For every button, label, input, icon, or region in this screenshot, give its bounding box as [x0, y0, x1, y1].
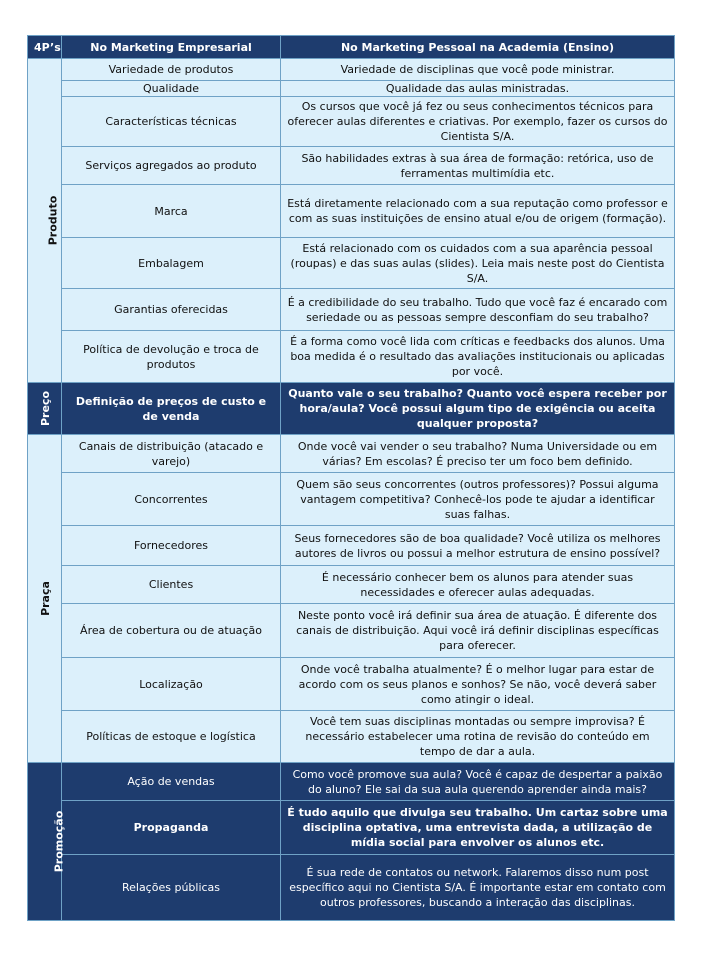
group-produto	[28, 59, 62, 383]
group-praca	[28, 435, 62, 763]
row-term: Variedade de produtos	[62, 59, 281, 81]
row-description: Você tem suas disciplinas montadas ou sempre improvisa? É necessário estabelecer uma rotina de revisão do conteúdo em tempo de dar a aula.	[281, 711, 675, 763]
row-term: Qualidade	[62, 81, 281, 97]
group-promocao	[28, 763, 66, 921]
row-description: Variedade de disciplinas que você pode ministrar.	[281, 59, 675, 81]
row-term: Canais de distribuição (atacado e varejo)	[62, 435, 281, 473]
table-row	[28, 331, 675, 383]
table-row	[28, 383, 675, 435]
row-description: É a credibilidade do seu trabalho. Tudo que você faz é encarado com seriedade ou as pessoas sempre desconfiam do seu trabalho?	[281, 289, 675, 331]
row-description: Como você promove sua aula? Você é capaz de despertar a paixão do aluno? Ele sai da sua aula querendo aprender ainda mais?	[281, 763, 675, 801]
table-row	[28, 59, 675, 81]
table-row	[28, 566, 675, 604]
row-term: Clientes	[62, 566, 281, 604]
row-term: Serviços agregados ao produto	[62, 147, 281, 185]
table-row	[28, 801, 675, 855]
row-description: Quem são seus concorrentes (outros professores)? Possui alguma vantagem competitiva? Conhecê-los pode te ajudar a identificar suas falhas.	[281, 473, 675, 526]
row-term: Área de cobertura ou de atuação	[62, 604, 281, 658]
row-term: Política de devolução e troca de produtos	[62, 331, 281, 383]
header-pessoal: No Marketing Pessoal na Academia (Ensino)	[281, 36, 675, 59]
row-description: Neste ponto você irá definir sua área de atuação. É diferente dos canais de distribuição. Aqui você irá definir disciplinas específicas para oferecer.	[281, 604, 675, 658]
table-row	[28, 473, 675, 526]
row-term: Ação de vendas	[62, 763, 281, 801]
table-row	[28, 855, 675, 921]
row-term: Embalagem	[62, 238, 281, 289]
table-row	[28, 289, 675, 331]
table-row	[28, 711, 675, 763]
group-label-promocao: Promoção	[52, 810, 66, 873]
table-row	[28, 81, 675, 97]
table-row	[28, 185, 675, 238]
row-description: É tudo aquilo que divulga seu trabalho. Um cartaz sobre uma disciplina optativa, uma entrevista dada, a utilização de mídia social para envolver os alunos etc.	[281, 801, 675, 855]
group-preco	[28, 383, 62, 435]
group-label-preco: Preço	[39, 390, 53, 427]
row-term: Marca	[62, 185, 281, 238]
table-row	[28, 435, 675, 473]
header-4ps: 4P’s	[28, 36, 62, 59]
row-term: Concorrentes	[62, 473, 281, 526]
row-description: São habilidades extras à sua área de formação: retórica, uso de ferramentas multimídia etc.	[281, 147, 675, 185]
row-description: Seus fornecedores são de boa qualidade? Você utiliza os melhores autores de livros ou possui a melhor estrutura de ensino possível?	[281, 526, 675, 566]
row-description: É sua rede de contatos ou network. Falaremos disso num post específico aqui no Cientista S/A. É importante estar em contato com outros professores, buscando a interação das disciplinas.	[281, 855, 675, 921]
row-description: É a forma como você lida com críticas e feedbacks dos alunos. Uma boa medida é o resultado das avaliações institucionais ou aplicadas por você.	[281, 331, 675, 383]
marketing-4ps-table	[27, 35, 675, 921]
group-label-produto: Produto	[46, 195, 60, 246]
row-description: É necessário conhecer bem os alunos para atender suas necessidades e oferecer aulas adequadas.	[281, 566, 675, 604]
row-description: Quanto vale o seu trabalho? Quanto você espera receber por hora/aula? Você possui algum tipo de exigência ou aceita qualquer proposta?	[281, 383, 675, 435]
header-empresarial: No Marketing Empresarial	[62, 36, 281, 59]
table-row	[28, 763, 675, 801]
row-term: Localização	[62, 658, 281, 711]
marketing-table-wrapper	[27, 35, 674, 921]
table-row	[28, 238, 675, 289]
row-description: Está relacionado com os cuidados com a sua aparência pessoal (roupas) e das suas aulas (slides). Leia mais neste post do Cientista S/A.	[281, 238, 675, 289]
row-description: Os cursos que você já fez ou seus conhecimentos técnicos para oferecer aulas diferentes e criativas. Por exemplo, fazer os cursos do Cientista S/A.	[281, 97, 675, 147]
row-term: Garantias oferecidas	[62, 289, 281, 331]
row-term: Propaganda	[62, 801, 281, 855]
table-row	[28, 658, 675, 711]
row-description: Onde você vai vender o seu trabalho? Numa Universidade ou em várias? Em escolas? É preciso ter um foco bem definido.	[281, 435, 675, 473]
group-label-praca: Praça	[38, 581, 52, 616]
row-term: Relações públicas	[62, 855, 281, 921]
row-term: Definição de preços de custo e de venda	[62, 383, 281, 435]
row-description: Onde você trabalha atualmente? É o melhor lugar para estar de acordo com os seus planos e sonhos? Se não, você deverá saber como atingir o ideal.	[281, 658, 675, 711]
row-term: Características técnicas	[62, 97, 281, 147]
row-description: Está diretamente relacionado com a sua reputação como professor e com as suas instituições de ensino atual e/ou de origem (formação).	[281, 185, 675, 238]
table-row	[28, 604, 675, 658]
header-row	[28, 36, 675, 59]
table-row	[28, 97, 675, 147]
row-description: Qualidade das aulas ministradas.	[281, 81, 675, 97]
row-term: Fornecedores	[62, 526, 281, 566]
row-term: Políticas de estoque e logística	[62, 711, 281, 763]
table-row	[28, 147, 675, 185]
table-row	[28, 526, 675, 566]
